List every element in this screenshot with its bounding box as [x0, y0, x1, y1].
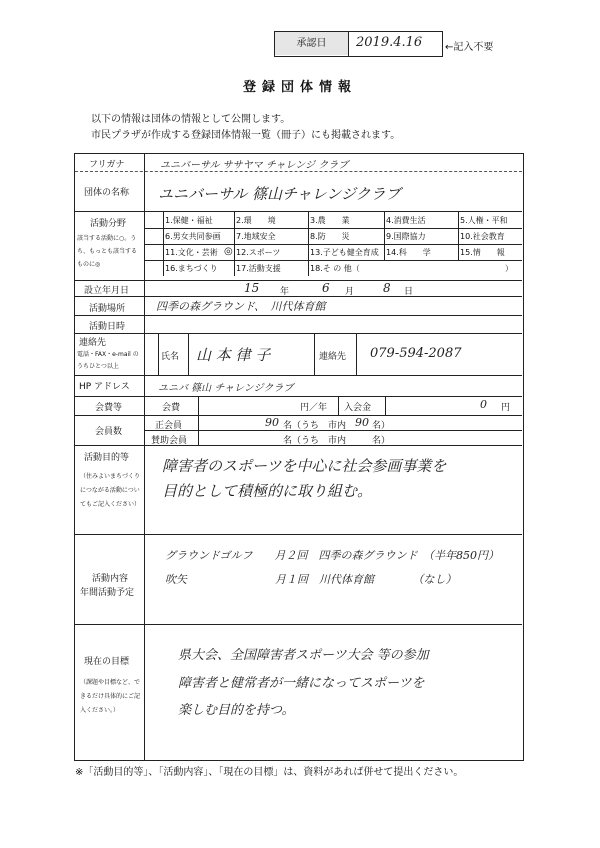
group-name-label: 団体の名称	[84, 188, 130, 198]
furigana-value: ユニバーサル ササヤマ チャレンジ クラブ	[160, 160, 349, 171]
field-note-2: ち、もっとも該当する	[77, 248, 138, 255]
contact-note-1: 電話・FAX・e-mail の	[77, 351, 139, 358]
field-option: 3.農 業	[310, 216, 350, 225]
field-option: ）	[505, 264, 513, 273]
activity-label: 活動内容	[92, 574, 129, 584]
field-option: 9.国際協力	[386, 232, 426, 241]
venue-label: 活動場所	[89, 304, 126, 314]
approval-date: 2019.4.16	[356, 35, 423, 50]
field-option: 12.スポーツ	[236, 248, 281, 257]
field-option: 11.文化・芸術	[165, 248, 218, 257]
furigana-label: フリガナ	[89, 160, 125, 170]
approval-note: ←記入不要	[445, 42, 494, 53]
annual-plan-label: 年間活動予定	[80, 588, 135, 598]
page-title: 登録団体情報	[242, 80, 357, 95]
field-note-3: ものに◎	[77, 261, 101, 268]
field-option: 13.子ども健全育成	[310, 248, 379, 257]
year-unit: 年	[280, 287, 290, 297]
purpose-note: （住みよいまちづくりにつながる活動についてもご記入ください）	[80, 473, 141, 508]
fees-label: 会費等	[95, 403, 123, 413]
intro-line-1: 以下の情報は団体の情報として公開します。	[91, 114, 291, 125]
goal-note: （課題や目標など、できるだけ具体的にご記入ください。）	[80, 679, 141, 714]
field-option: 7.地域安全	[236, 232, 276, 241]
regular-city-value: 90	[355, 416, 369, 429]
activity-line-1: グラウンドゴルフ 月２回 四季の森グラウンド （半年850円）	[165, 549, 500, 562]
goal-line-2: 障害者と健常者が一緒になってスポーツを	[178, 676, 425, 691]
entry-fee-label: 入会金	[344, 403, 372, 413]
field-note-1: 該当する活動に○。う	[77, 235, 137, 242]
activity-line-2: 吹矢 月１回 川代体育館 （なし）	[165, 573, 457, 586]
field-option: 18.そ の 他（	[310, 264, 360, 273]
field-option: 10.社会教育	[460, 232, 505, 241]
field-option: 15.情 報	[460, 248, 505, 257]
est-day-value: 8	[383, 281, 391, 295]
approval-label: 承認日	[275, 32, 348, 55]
field-mark-double-circle: ◎	[224, 246, 233, 257]
established-label: 設立年月日	[84, 286, 130, 296]
field-label: 活動分野	[90, 219, 127, 229]
field-option: 1.保健・福祉	[165, 216, 213, 225]
regular-label: 正会員	[155, 421, 183, 431]
contact-value-label: 連絡先	[319, 352, 347, 362]
intro-line-2: 市民プラザが作成する登録団体情報一覧（冊子）にも掲載されます。	[91, 130, 401, 141]
entry-fee-yen: 円	[501, 403, 511, 413]
goal-label: 現在の目標	[84, 657, 130, 667]
schedule-label: 活動日時	[89, 322, 126, 332]
hp-value: ユニバ 篠山 チャレンジクラブ	[158, 383, 294, 394]
purpose-line-1: 障害者のスポーツを中心に社会参画事業を	[162, 457, 447, 475]
person-name-label: 氏名	[161, 352, 180, 362]
month-unit: 月	[345, 287, 355, 297]
fee-label: 会費	[162, 403, 181, 413]
contact-note-2: うちひとつ以上	[77, 363, 119, 370]
contact-label: 連絡先	[79, 338, 107, 348]
field-option: 4.消費生活	[386, 216, 426, 225]
field-option: 16.まちづくり	[165, 264, 218, 273]
supporting-suffix-open: 名（うち 市内	[283, 436, 347, 446]
field-option: 17.活動支援	[236, 264, 281, 273]
supporting-suffix-close: 名）	[372, 436, 391, 446]
field-option: 14.科 学	[386, 248, 431, 257]
purpose-label: 活動目的等	[84, 453, 130, 463]
fee-unit: 円／年	[300, 403, 328, 413]
goal-line-3: 楽しむ目的を持つ。	[178, 703, 295, 718]
day-unit: 日	[404, 287, 414, 297]
est-year-value: 15	[244, 281, 260, 295]
goal-line-1: 県大会、全国障害者スポーツ大会 等の参加	[178, 648, 429, 663]
person-name-value: 山 本 律 子	[196, 346, 271, 364]
regular-suffix-close: 名）	[372, 421, 391, 431]
entry-fee-value: 0	[480, 398, 487, 411]
group-name-value: ユニバーサル 篠山チャレンジクラブ	[158, 185, 401, 203]
regular-suffix-open: 名（うち 市内	[283, 421, 347, 431]
regular-total-value: 90	[265, 416, 279, 429]
venue-value: 四季の森グラウンド、 川代体育館	[156, 300, 326, 313]
purpose-line-2: 目的として積極的に取り組む。	[162, 482, 373, 500]
hp-label: HP アドレス	[79, 382, 130, 392]
footer-note: ※「活動目的等」、「活動内容」、「現在の目標」は、資料があれば併せて提出ください。	[75, 767, 464, 778]
members-label: 会員数	[95, 427, 123, 437]
field-option: 5.人権・平和	[460, 216, 508, 225]
est-month-value: 6	[322, 281, 330, 295]
field-option: 2.環 境	[236, 216, 276, 225]
field-option: 8.防 災	[310, 232, 350, 241]
contact-value: 079-594-2087	[370, 346, 462, 361]
field-option: 6.男女共同参画	[165, 232, 221, 241]
supporting-label: 賛助会員	[151, 436, 188, 446]
